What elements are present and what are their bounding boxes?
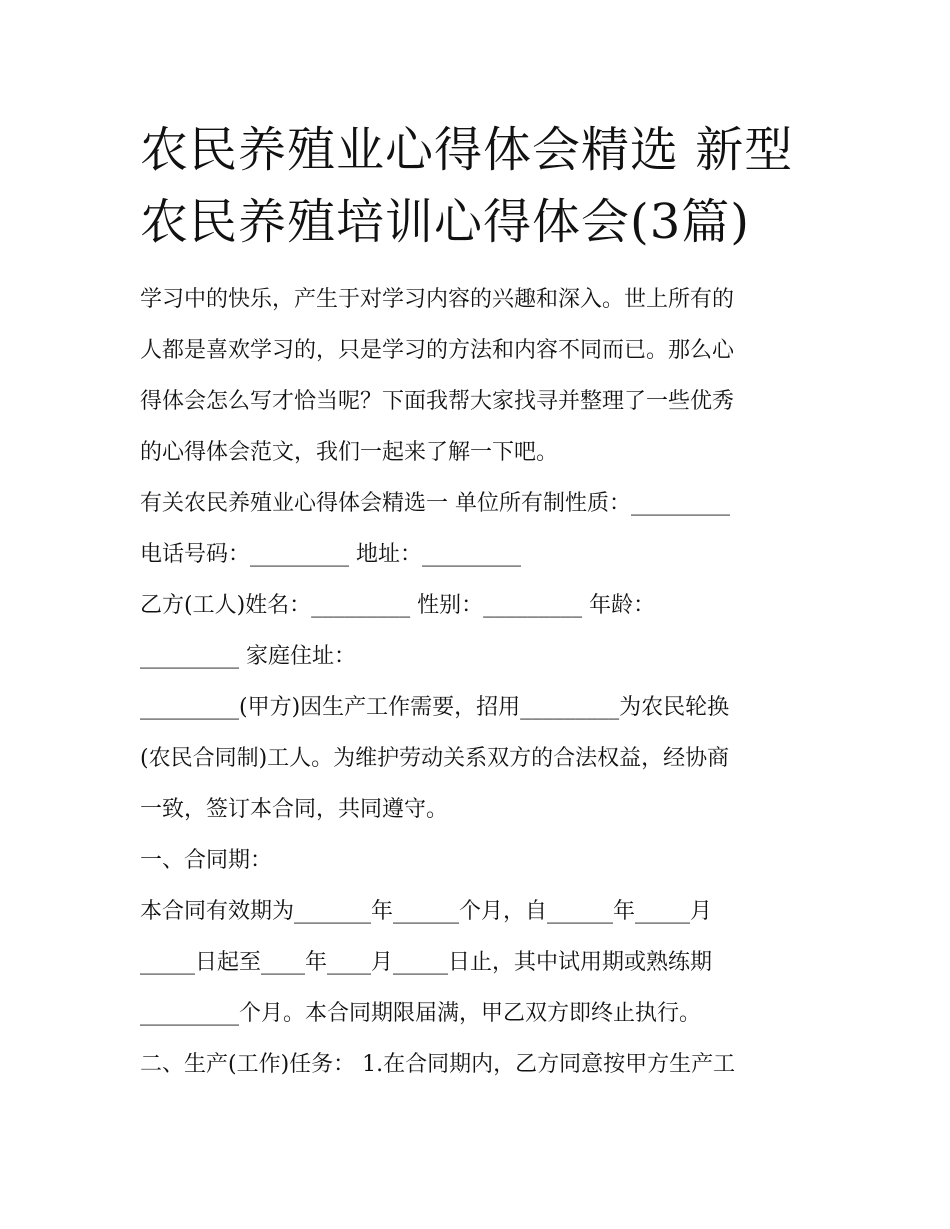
body-line: _________(甲方)因生产工作需要，招用_________为农民轮换 <box>140 695 730 720</box>
title-line-2: 农民养殖培训心得体会(3篇) <box>140 194 750 250</box>
body-line: 有关农民养殖业心得体会精选一 单位所有制性质：_________ <box>140 491 730 516</box>
document-body <box>140 274 810 1090</box>
body-line: 得体会怎么写才恰当呢？下面我帮大家找寻并整理了一些优秀 <box>140 389 735 414</box>
section-heading: 二、生产(工作)任务： 1.在合同期内，乙方同意按甲方生产工 <box>140 1052 736 1077</box>
body-line: 电话号码：_________ 地址：_________ <box>140 542 521 567</box>
body-line: (农民合同制)工人。为维护劳动关系双方的合法权益，经协商 <box>140 746 730 771</box>
body-line: 一致，签订本合同，共同遵守。 <box>140 797 449 822</box>
body-line: _____日起至____年____月_____日止，其中试用期或熟练期 <box>140 950 713 975</box>
document-page <box>140 0 810 1090</box>
body-line: 乙方(工人)姓名：_________ 性别：_________ 年龄： <box>140 593 656 618</box>
body-line: 的心得体会范文，我们一起来了解一下吧。 <box>140 440 559 465</box>
body-line: 本合同有效期为_______年______个月，自______年_____月 <box>140 899 713 924</box>
body-line: _________ 家庭住址： <box>140 644 356 669</box>
body-line: 学习中的快乐，产生于对学习内容的兴趣和深入。世上所有的 <box>140 287 735 312</box>
document-title <box>140 0 810 258</box>
title-line-1: 农民养殖业心得体会精选 新型 <box>140 122 794 178</box>
body-line: 人都是喜欢学习的，只是学习的方法和内容不同而已。那么心 <box>140 338 735 363</box>
section-heading: 一、合同期： <box>140 848 273 873</box>
body-line: _________个月。本合同期限届满，甲乙双方即终止执行。 <box>140 1001 702 1026</box>
